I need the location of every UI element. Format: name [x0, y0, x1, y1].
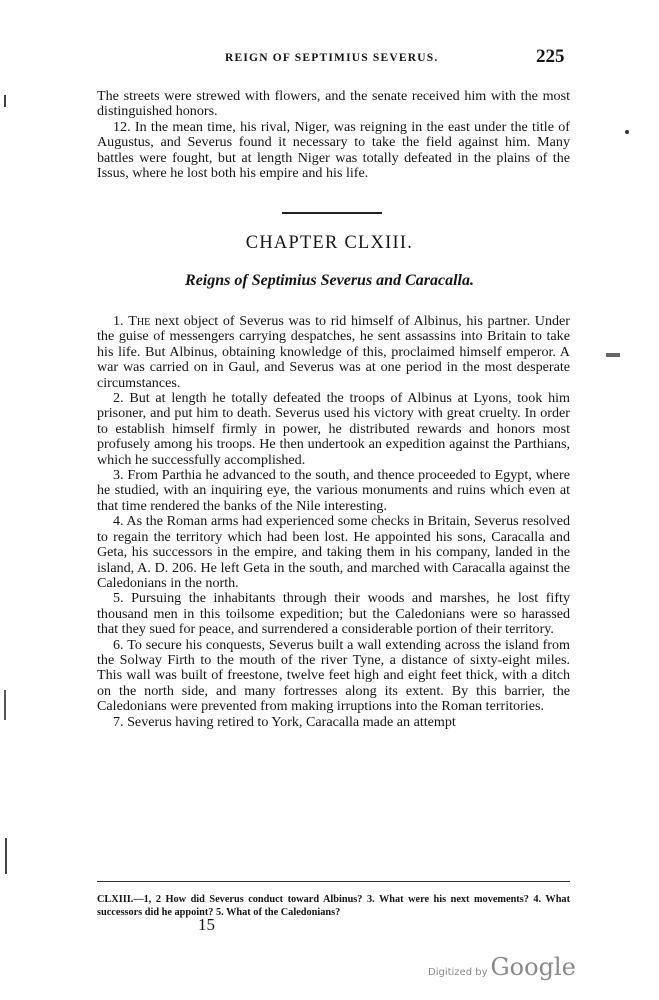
paragraph-number: 1. — [113, 313, 124, 329]
margin-speck-right-1 — [625, 130, 629, 134]
margin-speck-left-2 — [4, 690, 6, 720]
page-number: 225 — [536, 46, 565, 67]
footnote-divider — [97, 881, 570, 882]
margin-speck-right-2 — [606, 353, 620, 357]
chapter-subtitle: Reigns of Septimius Severus and Caracalla. — [185, 272, 474, 289]
running-head: REIGN OF SEPTIMIUS SEVERUS. — [225, 52, 439, 64]
margin-speck-left-3 — [5, 838, 7, 874]
digitization-watermark — [428, 953, 576, 981]
paragraph-6: 6. To secure his conquests, Severus built a wall extending across the island from the Solway Firth to the mouth of the river Tyne, a distance of sixty-eight miles. This wall was built of freestone, twelve feet high and eight feet thick, with a ditch on the north side, and many fortresses along its extent. By this barrier, the Caledonians were prevented from making irruptions into the Roman territories. — [97, 636, 570, 715]
paragraph-4: 4. As the Roman arms had experienced some checks in Britain, Severus resolved to regain the territory which had been lost. He appointed his sons, Caracalla and Geta, his successors in the empire, and taking them in his company, landed in the island, A. D. 206. He left Geta in the south, and marched with Caracalla against the Caledonians in the north. — [97, 513, 570, 591]
paragraph-7: 7. Severus having retired to York, Caracalla made an attempt — [113, 713, 456, 730]
top-text-block — [97, 89, 570, 181]
paragraph-body: next object of Severus was to rid himself of Albinus, his partner. Under the guise of messengers carrying despatches, he sent assassins into Britain to take his life. But Albinus, obtaining knowledge of this, proclaimed himself emperor. A war was carried on in Gaul, and Severus was at one period in the most desperate circumstances. — [97, 313, 570, 391]
section-divider — [282, 212, 382, 214]
printer-signature-mark: 15 — [198, 915, 215, 934]
paragraph-3: 3. From Parthia he advanced to the south, and thence proceeded to Egypt, where he studied, with an inquiring eye, the various monuments and ruins which even at that time rendered the banks of the Nile interesting. — [97, 467, 570, 514]
chapter-body — [97, 314, 570, 730]
paragraph-2: 2. But at length he totally defeated the troops of Albinus at Lyons, took him prisoner, and put him to death. Severus used his victory with great cruelty. In order to establish himself firmly in power, he distributed rewards and honors most profusely among his troops. He then undertook an expedition against the Parthians, which he successfully accomplished. — [97, 390, 570, 468]
paragraph-5: 5. Pursuing the inhabitants through their woods and marshes, he lost fifty thousand men in this toilsome expedition; but the Caledonians were so harassed that they sued for peace, and surrendered a considerable portion of their territory. — [97, 590, 570, 638]
paragraph-lead-word: The — [128, 313, 151, 329]
margin-speck-left-1 — [4, 95, 6, 107]
footnote-questions: CLXIII.—1, 2 How did Severus conduct toward Albinus? 3. What were his next movements? 4. What successors did he appoint? 5. What of the Caledonians? — [97, 894, 570, 918]
chapter-title: CHAPTER CLXIII. — [245, 232, 414, 253]
google-logo: Google — [490, 953, 576, 981]
paragraph-continuation: The streets were strewed with flowers, and the senate received him with the most distinguished honors. — [97, 88, 570, 120]
watermark-prefix: Digitized by — [428, 967, 488, 978]
paragraph-1 — [97, 314, 570, 391]
paragraph-12: 12. In the mean time, his rival, Niger, was reigning in the east under the title of Augustus, and Severus found it necessary to take the field against him. Many battles were fought, but at length Niger was totally defeated in the plains of the Issus, where he lost both his empire and his life. — [97, 118, 570, 182]
